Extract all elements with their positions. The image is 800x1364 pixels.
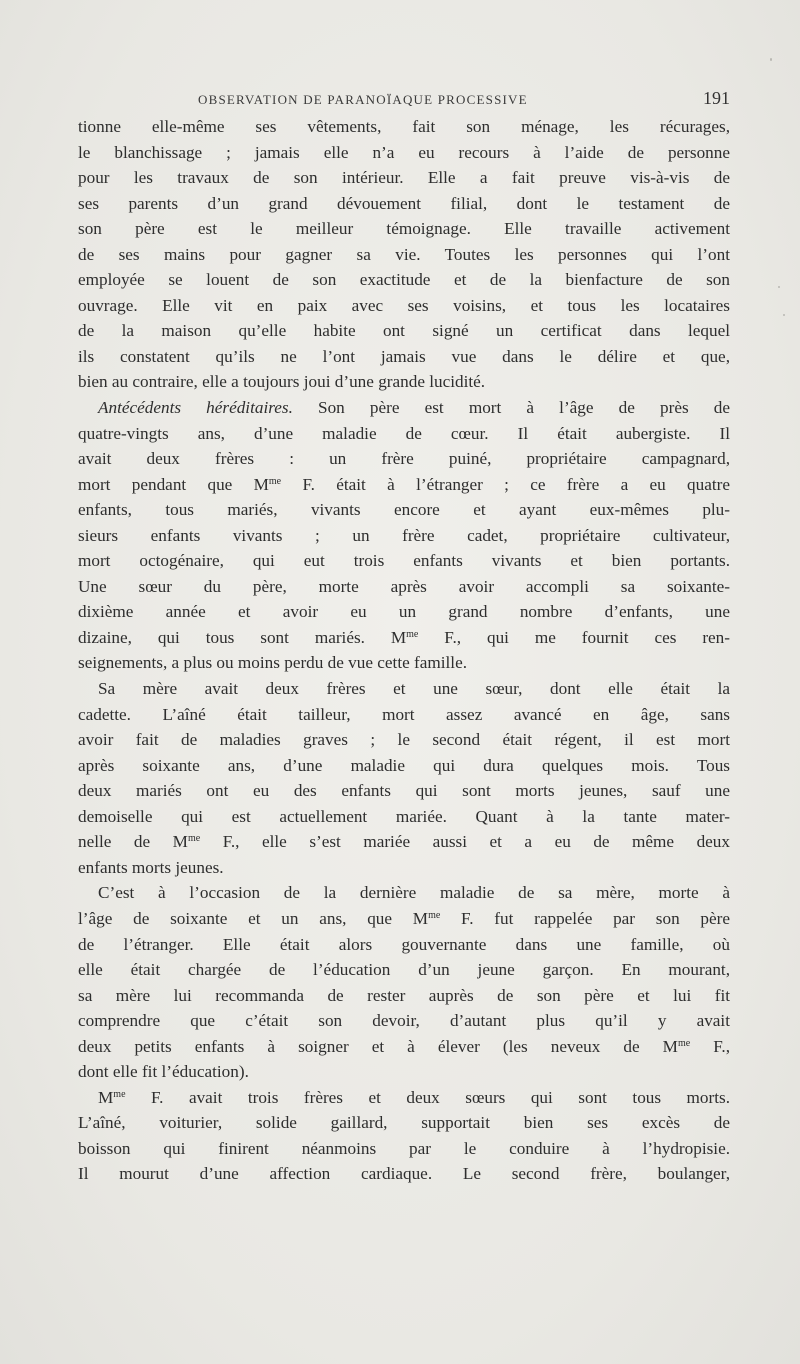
text-line: tionne elle-même ses vêtements, fait son ménage, les récurages,	[78, 117, 730, 136]
text-line: mort pendant que $M^{me}$ F. était à l’étranger ; ce frère a eu quatre	[78, 474, 730, 494]
text-line: boisson qui finirent néanmoins par le conduire à l’hydropisie.	[78, 1138, 730, 1158]
text-line: demoiselle qui est actuellement mariée. Quant à la tante mater-	[78, 806, 730, 826]
text-line: ses parents d’un grand dévouement filial, dont le testament de	[78, 193, 730, 213]
text-line: avoir fait de maladies graves ; le second était régent, il est mort	[78, 730, 730, 750]
text-line: Il mourut d’une affection cardiaque. Le second frère, boulanger,	[78, 1164, 730, 1184]
paragraph-4	[78, 880, 730, 1084]
text-line: employée se louent de son exactitude et de la bienfacture de son	[78, 270, 730, 290]
text-line: bien au contraire, elle a toujours joui d’une grande lucidité.	[78, 372, 486, 392]
page-header	[78, 88, 730, 112]
text-line: de ses mains pour gagner sa vie. Toutes les personnes qui l’ont	[78, 244, 730, 264]
paper-speck	[770, 58, 772, 61]
superscript: me	[113, 1088, 126, 1100]
text-line: nelle de $M^{me}$ F., elle s’est mariée aussi et a eu de même deux	[78, 832, 730, 852]
page-number: 191	[703, 88, 730, 108]
text-line: C’est à l’occasion de la dernière maladie de sa mère, morte à	[98, 883, 730, 903]
text-line: Une sœur du père, morte après avoir accompli sa soixante-	[78, 576, 730, 596]
text-line: $M^{me}$ F. avait trois frères et deux sœurs qui sont tous morts.	[98, 1087, 730, 1107]
text-line: L’aîné, voiturier, solide gaillard, supportait bien ses excès de	[78, 1113, 730, 1133]
text-line: pour les travaux de son intérieur. Elle a fait preuve vis-à-vis de	[78, 168, 730, 188]
text-line: ils constatent qu’ils ne l’ont jamais vue dans le délire et que,	[78, 346, 730, 366]
text-line: son père est le meilleur témoignage. Elle travaille activement	[78, 219, 730, 239]
paper-speck	[783, 314, 785, 316]
text-line: cadette. L’aîné était tailleur, mort assez avancé en âge, sans	[78, 704, 730, 724]
text-line: après soixante ans, d’une maladie qui dura quelques mois. Tous	[78, 755, 730, 775]
text-line: deux petits enfants à soigner et à élever (les neveux de $M^{me}$ F.,	[78, 1036, 730, 1056]
text-line	[78, 395, 730, 421]
text-line: dont elle fit l’éducation).	[78, 1062, 249, 1082]
superscript: me	[268, 475, 282, 487]
text-line: ouvrage. Elle vit en paix avec ses voisins, et tous les locataires	[78, 295, 730, 315]
text-line: enfants, tous mariés, vivants encore et ayant eux-mêmes plu-	[78, 500, 730, 520]
text-line: Sa mère avait deux frères et une sœur, dont elle était la	[98, 679, 730, 699]
paragraph-2	[78, 395, 730, 676]
text-line: de la maison qu’elle habite ont signé un certificat dans lequel	[78, 321, 730, 341]
paragraph-5	[78, 1085, 730, 1187]
text-line: sieurs enfants vivants ; un frère cadet, propriétaire cultivateur,	[78, 525, 730, 545]
text-line: sa mère lui recommanda de rester auprès de son père et lui fit	[78, 985, 730, 1005]
superscript: me	[187, 833, 201, 845]
text-line: le blanchissage ; jamais elle n’a eu recours à l’aide de personne	[78, 142, 730, 162]
text-line: elle était chargée de l’éducation d’un jeune garçon. En mourant,	[78, 960, 730, 980]
text-line: quatre-vingts ans, d’une maladie de cœur. Il était aubergiste. Il	[78, 423, 730, 443]
text-line: l’âge de soixante et un ans, que $M^{me}$ F. fut rappelée par son père	[78, 908, 731, 928]
text-line: deux mariés ont eu des enfants qui sont morts jeunes, sauf une	[78, 781, 730, 801]
superscript: me	[428, 909, 441, 921]
text-line: mort octogénaire, qui eut trois enfants vivants et bien portants.	[78, 551, 730, 571]
text-line: avait deux frères : un frère puiné, propriétaire campagnard,	[78, 449, 730, 469]
text-line: dixième année et avoir eu un grand nombre d’enfants, une	[78, 602, 730, 622]
superscript: me	[677, 1037, 691, 1049]
superscript: me	[406, 628, 419, 640]
running-title: OBSERVATION DE PARANOÏAQUE PROCESSIVE	[198, 92, 528, 107]
text-line: seignements, a plus ou moins perdu de vue cette famille.	[78, 653, 468, 673]
paragraph-1	[78, 114, 730, 395]
section-lead: Antécédents héréditaires.	[98, 398, 293, 418]
paper-speck	[778, 286, 780, 288]
paragraph-3	[78, 676, 730, 880]
text-line: comprendre que c’était son devoir, d’autant plus qu’il y avait	[78, 1011, 730, 1031]
body-text	[78, 114, 730, 1187]
text-line: dizaine, qui tous sont mariés. $M^{me}$ F., qui me fournit ces ren-	[78, 627, 730, 647]
text-fragment: Son père est mort à l’âge de près de	[292, 398, 730, 418]
text-line: enfants morts jeunes.	[78, 857, 224, 877]
text-line: de l’étranger. Elle était alors gouvernante dans une famille, où	[78, 934, 730, 954]
